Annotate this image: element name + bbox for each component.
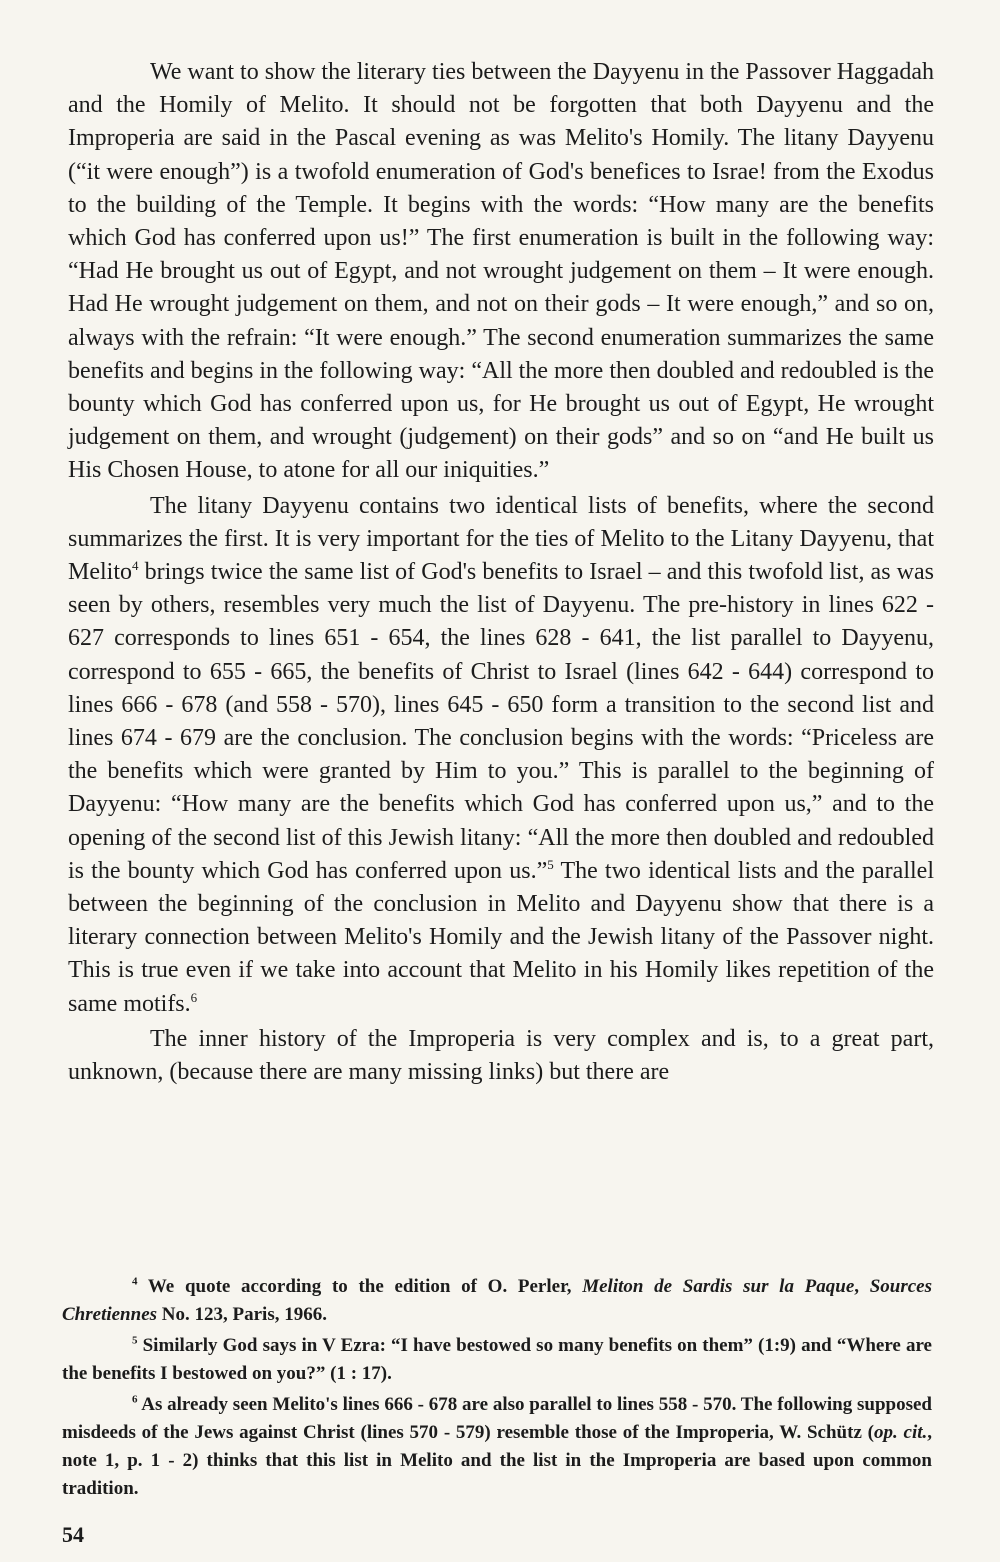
- footnote-6-opcit: op. cit.: [873, 1422, 928, 1443]
- page-number: 54: [62, 1522, 84, 1547]
- footnote-6-tail: , note 1, p. 1 - 2) thinks that this list in Melito and the list in the Improperia are based upon common tradition.: [62, 1422, 932, 1499]
- footnote-5: [62, 1332, 932, 1388]
- paragraph-2: [68, 490, 934, 1021]
- paragraph-2-part-a: The litany Dayyenu contains two identical lists of benefits, where the second summarizes the first. It is very important for the ties of Melito to the Litany Dayyenu, that Melito: [68, 492, 934, 586]
- footnote-4-mark: 4: [132, 1275, 138, 1288]
- footnote-6: [62, 1391, 932, 1503]
- footnote-6-mark: 6: [132, 1393, 138, 1406]
- footnote-4-sep: ,: [854, 1276, 870, 1297]
- paragraph-1: We want to show the literary ties between the Dayyenu in the Passover Haggadah and the Homily of Melito. It should not be forgotten that both Dayyenu and the Improperia are said in the Pascal evening as was Melito's Homily. The litany Dayyenu (“it were enough”) is a twofold enumeration of God's benefices to Israe! from the Exodus to the building of the Temple. It begins with the words: “How many are the benefits which God has conferred upon us!” The first enumeration is built in the following way: “Had He brought us out of Egypt, and not wrought judgement on them – It were enough. Had He wrought judgement on them, and not on their gods – It were enough,” and so on, always with the refrain: “It were enough.” The second enumeration summarizes the same benefits and begins in the following way: “All the more then doubled and redoubled is the bounty which God has conferred upon us, for He brought us out of Egypt, He wrought judgement on them, and wrought (judgement) on their gods” and so on “and He built us His Chosen House, to atone for all our iniquities.”: [68, 59, 934, 484]
- footnote-4: [62, 1273, 932, 1329]
- footnote-ref-4: 4: [132, 558, 139, 574]
- footnote-ref-5: 5: [547, 856, 554, 872]
- footnote-6-text: As already seen Melito's lines 666 - 678 are also parallel to lines 558 - 570. The following supposed misdeeds of the Jews against Christ (lines 570 - 579) resemble those of the Improperia, W. Schütz (: [62, 1394, 932, 1443]
- main-text: [68, 56, 934, 1089]
- paragraph-2-part-c: The two identical lists and the parallel between the beginning of the conclusion in Melito and Dayyenu show that there is a literary connection between Melito's Homily and the Jewish litany of the Passover night. This is true even if we take into account that Melito in his Homily likes repetition of the same motifs.: [68, 857, 934, 1017]
- paragraph-2-part-b: brings twice the same list of God's benefits to Israel – and this twofold list, as was seen by others, resembles very much the list of Dayyenu. The pre-history in lines 622 - 627 corresponds to lines 651 - 654, the lines 628 - 641, the list parallel to Dayyenu, correspond to 655 - 665, the benefits of Christ to Israel (lines 642 - 644) correspond to lines 666 - 678 (and 558 - 570), lines 645 - 650 form a transition to the second list and lines 674 - 679 are the conclusion. The conclusion begins with the words: “Priceless are the benefits which were granted by Him to you.” This is parallel to the beginning of Dayyenu: “How many are the benefits which God has conferred upon us,” and to the opening of the second list of this Jewish litany: “All the more then doubled and redoubled is the bounty which God has conferred upon us.”: [68, 559, 934, 884]
- footnotes: [62, 1273, 932, 1506]
- footnote-4-tail: No. 123, Paris, 1966.: [157, 1304, 327, 1325]
- footnote-4-text: We quote according to the edition of O. Perler,: [137, 1276, 583, 1297]
- footnote-5-mark: 5: [132, 1334, 138, 1347]
- footnote-4-series: Sources Chretiennes: [62, 1276, 932, 1325]
- footnote-5-text: Similarly God says in V Ezra: “I have bestowed so many benefits on them” (1:9) and “Where are the benefits I bestowed on you?” (1 : 17).: [62, 1335, 932, 1384]
- footnote-4-title: Meliton de Sardis sur la Paque: [582, 1276, 855, 1297]
- footnote-ref-6: 6: [190, 989, 198, 1005]
- paragraph-3: The inner history of the Improperia is very complex and is, to a great part, unknown, (because there are many missing links) but there are: [68, 1025, 934, 1086]
